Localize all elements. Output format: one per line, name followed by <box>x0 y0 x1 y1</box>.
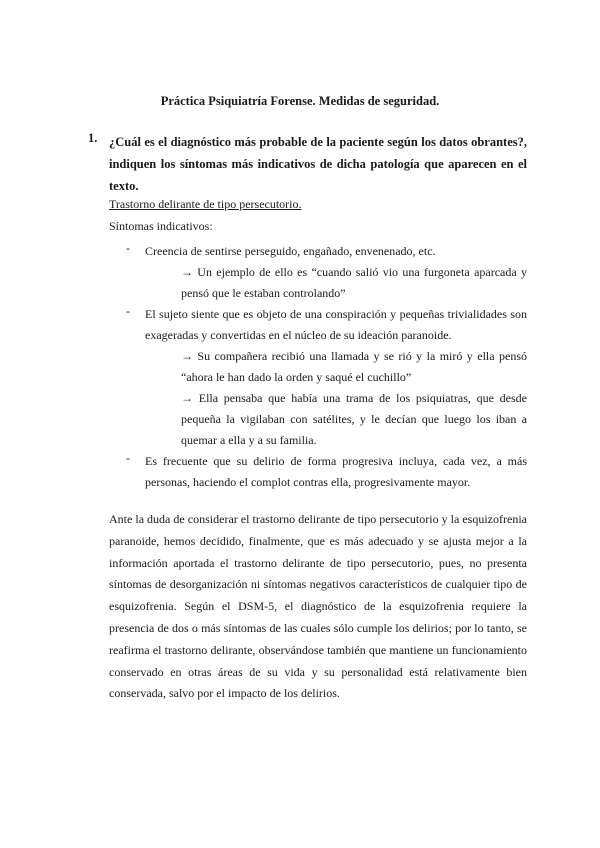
example-item: → Ella pensaba que había una trama de los psiquiatras, que desde pequeña la vigilaban con satélites, y le decían que luego los iban a quemar a ella y a su familia. <box>181 391 527 447</box>
bullet-marker: - <box>126 241 130 255</box>
conclusion-paragraph: Ante la duda de considerar el trastorno delirante de tipo persecutorio y la esquizofrenia paranoide, hemos decidido, finalmente, que es más adecuado y se ajusta mejor a la información aportada el trastorno delirante de tipo persecutorio, pues, no presenta síntomas de desorganización ni síntomas negativos característicos de cualquier tipo de esquizofrenia. Según el DSM-5, el diagnóstico de la esquizofrenia requiere la presencia de dos o más síntomas de las cuales sólo cumple los delirios; por lo tanto, se reafirma el trastorno delirante, observándose también que mantiene un funcionamiento conservado en otras áreas de su vida y su personalidad está relativamente bien conservada, salvo por el impacto de los delirios. <box>109 512 527 701</box>
bullet-marker: - <box>126 451 130 465</box>
diagnosis-answer: Trastorno delirante de tipo persecutorio. <box>109 197 302 211</box>
bullet-item: Es frecuente que su delirio de forma progresiva incluya, cada vez, a más personas, haciendo el complot contras ella, progresivamente mayor. <box>145 454 527 489</box>
page-title: Práctica Psiquiatría Forense. Medidas de seguridad. <box>160 94 440 108</box>
question-text: ¿Cuál es el diagnóstico más probable de la paciente según los datos obrantes?, indiquen los síntomas más indicativos de dicha patología que aparecen en el texto. <box>109 135 527 193</box>
question-number: 1. <box>88 131 98 145</box>
bullet-marker: - <box>126 304 130 318</box>
symptoms-label: Síntomas indicativos: <box>109 219 213 233</box>
bullet-item: El sujeto siente que es objeto de una conspiración y pequeñas trivialidades son exageradas y convertidas en el núcleo de su ideación paranoide. <box>145 307 527 342</box>
example-item: → Un ejemplo de ello es “cuando salió vio una furgoneta aparcada y pensó que le estaban controlando” <box>181 265 527 300</box>
bullet-item: Creencia de sentirse perseguido, engañado, envenenado, etc. <box>145 244 436 258</box>
example-item: → Su compañera recibió una llamada y se rió y la miró y ella pensó “ahora le han dado la orden y saqué el cuchillo” <box>181 349 527 384</box>
